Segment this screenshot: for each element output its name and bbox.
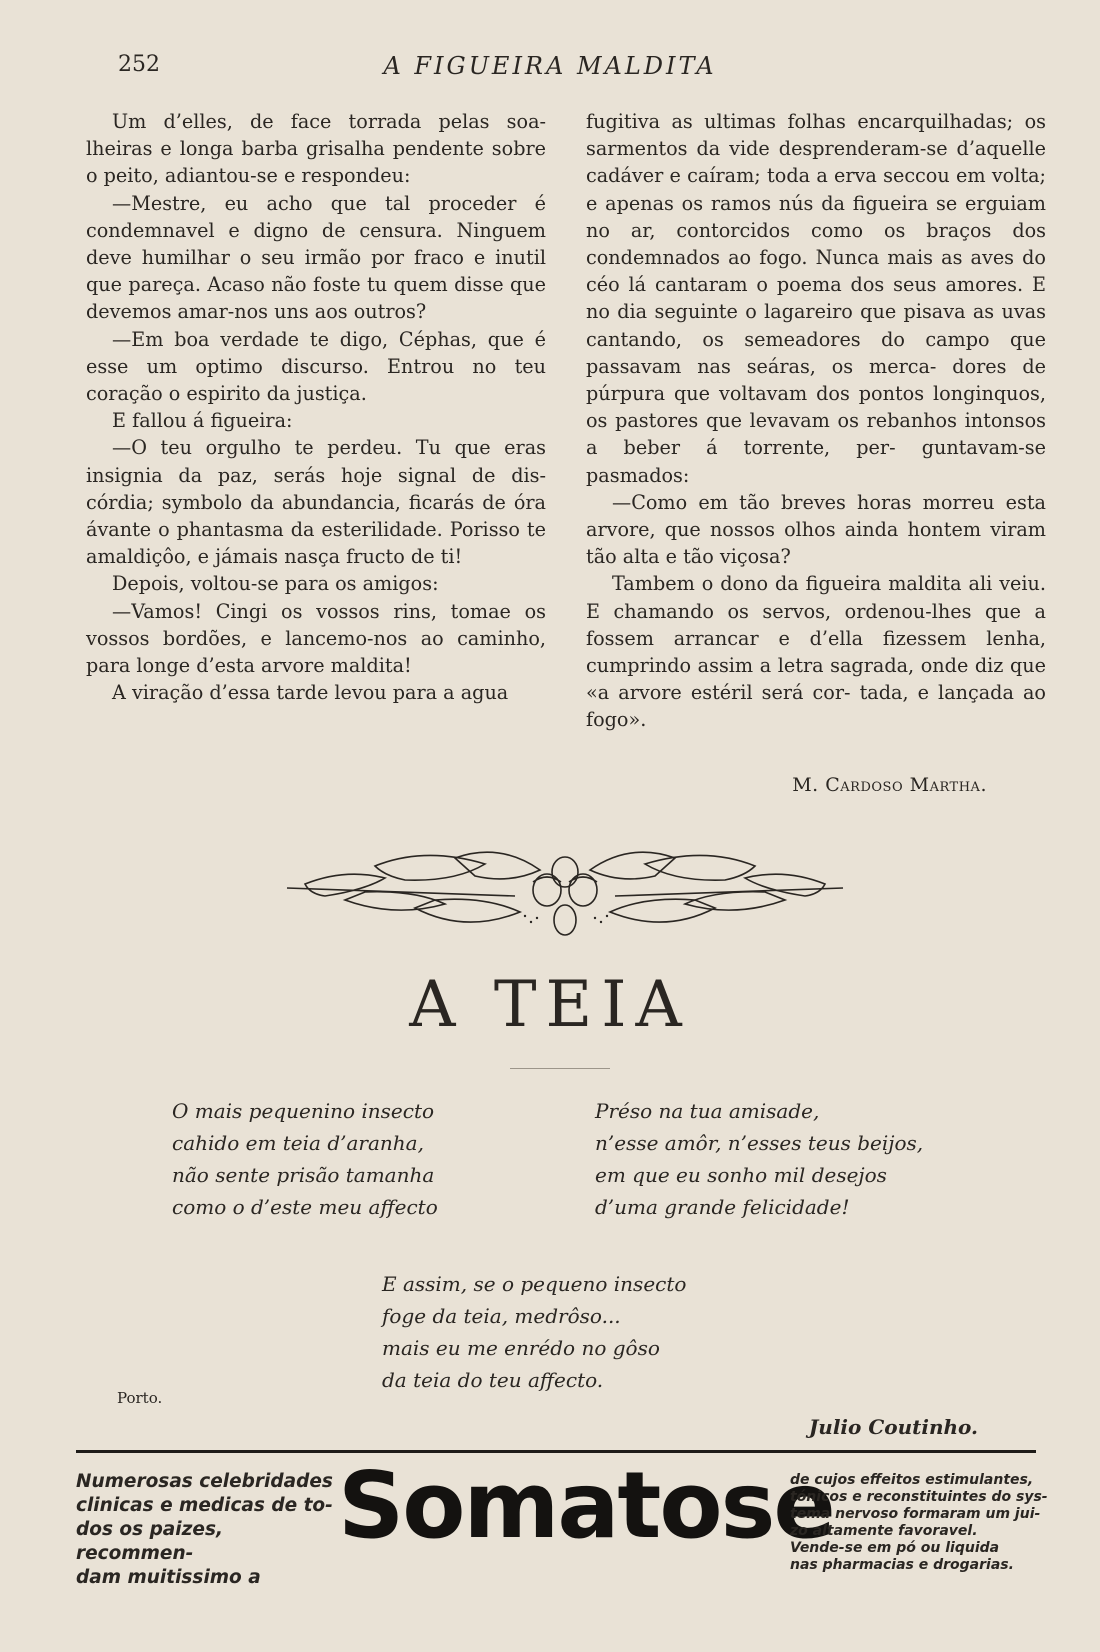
- verse-line: E assim, se o pequeno insecto: [382, 1272, 687, 1296]
- advert-line: tónicos e reconstituintes do sys-: [790, 1489, 1048, 1505]
- story-line: A viração d’essa tarde levou para a agua: [112, 681, 509, 705]
- poem-stanza-2: [595, 1095, 923, 1223]
- verse-line: como o d’este meu affecto: [172, 1195, 438, 1219]
- advert-line: nas pharmacias e drogarias.: [790, 1557, 1014, 1573]
- running-title: A FIGUEIRA MALDITA: [383, 52, 717, 80]
- advert-line: zo altamente favoravel.: [790, 1523, 978, 1539]
- story-right-column: [586, 108, 1046, 734]
- verse-line: Préso na tua amisade,: [595, 1099, 820, 1123]
- verse-line: d’uma grande felicidade!: [595, 1195, 850, 1219]
- story-line: —O teu orgulho te perdeu. Tu que eras insignia da paz, serás hoje signal de dis- córdia; symbolo da abundancia, ficarás de óra ávante o phantasma da esterilidade. Porisso te amaldiçôo, e jámais nasça fructo de ti!: [86, 436, 546, 569]
- verse-line: cahido em teia d’aranha,: [172, 1131, 424, 1155]
- advert-line: de cujos effeitos estimulantes,: [790, 1472, 1034, 1488]
- advert-brand: Somatose: [338, 1452, 834, 1559]
- story-line: Um d’elles, de face torrada pelas soa- lheiras e longa barba grisalha pendente sobre o peito, adiantou-se e respondeu:: [86, 110, 547, 188]
- verse-line: em que eu sonho mil desejos: [595, 1163, 887, 1187]
- poem-author: Julio Coutinho.: [808, 1415, 978, 1439]
- story-line: Depois, voltou-se para os amigos:: [112, 572, 439, 596]
- advert-line: Numerosas celebridades: [76, 1471, 333, 1492]
- advert-line: Vende-se em pó ou liquida: [790, 1540, 1000, 1556]
- story-line: Tambem o dono da figueira maldita ali veiu. E chamando os servos, ordenou-lhes que a fossem arrancar e d’ella fizessem lenha, cumprindo assim a letra sagrada, onde diz que «a arvore estéril será cor- tada, e lançada ao fogo».: [586, 572, 1046, 732]
- poem-place: Porto.: [117, 1389, 163, 1407]
- story-line: fugitiva as ultimas folhas encarquilhadas; os sarmentos da vide desprenderam-se d’aquelle cadáver e caíram; toda a erva seccou em volta; e apenas os ramos nús da figueira se erguiam no ar, contorcidos como os braços dos condemnados ao fogo. Nunca mais as aves do céo lá cantaram o poema dos seus amores. E no dia seguinte o lagareiro que pisava as uvas cantando, os semeadores do campo que passavam nas seáras, os merca- dores de púrpura que voltavam dos pontos longinquos, os pastores que levavam os rebanhos intonsos a beber á torrente, per- guntavam-se pasmados:: [586, 110, 1047, 487]
- story-line: —Mestre, eu acho que tal proceder é condemnavel e digno de censura. Ninguem deve humilhar o seu irmão por fraco e inutil que pareça. Acaso não foste tu quem disse que devemos amar-nos uns aos outros?: [86, 191, 546, 324]
- poem-title: A TEIA: [409, 968, 691, 1042]
- story-left-column: [86, 108, 546, 706]
- title-divider: [510, 1068, 610, 1069]
- advert-line: dam muitissimo a: [76, 1567, 261, 1588]
- story-line: E fallou á figueira:: [112, 409, 293, 433]
- story-line: —Vamos! Cingi os vossos rins, tomae os vossos bordões, e lancemo-nos ao caminho, para longe d’esta arvore maldita!: [86, 599, 546, 678]
- poem-stanza-1: [172, 1095, 438, 1223]
- advert-line: dos os paizes, recommen-: [76, 1519, 223, 1564]
- oak-leaf-acorn-ornament-icon: [285, 838, 845, 948]
- verse-line: foge da teia, medrôso...: [382, 1304, 621, 1328]
- verse-line: n’esse amôr, n’esses teus beijos,: [595, 1131, 924, 1155]
- verse-line: não sente prisão tamanha: [172, 1163, 435, 1187]
- advert-right-text: [790, 1472, 1050, 1574]
- story-line: —Como em tão breves horas morreu esta arvore, que nossos olhos ainda hontem viram tão alta e tão viçosa?: [586, 490, 1047, 569]
- poem-stanza-3: [382, 1268, 686, 1396]
- story-signature: M. Cardoso Martha.: [792, 774, 987, 796]
- verse-line: O mais pequenino insecto: [172, 1099, 435, 1123]
- advert-line: tema nervoso formaram um jui-: [790, 1506, 1041, 1522]
- verse-line: mais eu me enrédo no gôso: [382, 1336, 660, 1360]
- page-number: 252: [118, 52, 160, 77]
- story-line: —Em boa verdade te digo, Céphas, que é esse um optimo discurso. Entrou no teu coração o espirito da justiça.: [86, 327, 546, 406]
- advert-line: clinicas e medicas de to-: [76, 1495, 333, 1516]
- verse-line: da teia do teu affecto.: [382, 1368, 604, 1392]
- advert-left-text: [76, 1470, 336, 1590]
